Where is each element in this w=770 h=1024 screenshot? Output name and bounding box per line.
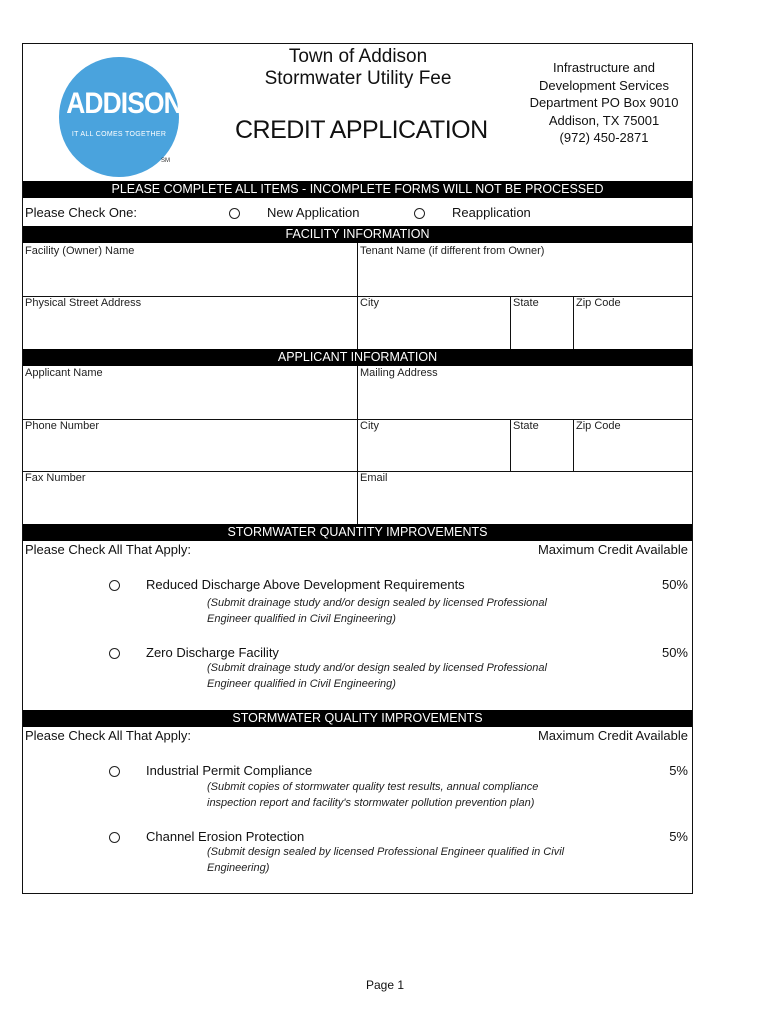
note-line: (Submit drainage study and/or design sealed by licensed Professional: [207, 662, 547, 674]
industrial-permit-label: Industrial Permit Compliance: [146, 763, 313, 778]
logo-tagline: IT ALL COMES TOGETHER: [71, 131, 167, 138]
dept-line-2: Development Services: [538, 77, 670, 93]
divider: [510, 419, 511, 471]
reapplication-label: Reapplication: [452, 205, 531, 220]
divider: [510, 296, 511, 349]
note-line: inspection report and facility's stormwater pollution prevention plan): [207, 796, 535, 809]
divider: [23, 471, 692, 472]
logo-text: ADDISON: [66, 87, 182, 120]
new-application-label: New Application: [267, 205, 360, 220]
phone-number-field[interactable]: Phone Number: [25, 420, 99, 432]
applicant-state-field[interactable]: State: [513, 420, 539, 432]
town-title: Town of Addison: [288, 46, 428, 67]
quality-max-credit-label: Maximum Credit Available: [537, 728, 688, 743]
email-field[interactable]: Email: [360, 472, 388, 484]
zero-discharge-credit: 50%: [661, 645, 688, 660]
divider: [573, 419, 574, 471]
reduced-discharge-credit: 50%: [661, 577, 688, 592]
applicant-city-field[interactable]: City: [360, 420, 379, 432]
check-one-label: Please Check One:: [25, 205, 138, 220]
industrial-permit-note: [207, 780, 607, 811]
mailing-address-field[interactable]: Mailing Address: [360, 367, 438, 379]
channel-erosion-note: [207, 845, 607, 876]
channel-erosion-credit: 5%: [669, 829, 688, 844]
dept-line-4: Addison, TX 75001: [548, 112, 660, 128]
facility-info-header: FACILITY INFORMATION: [23, 226, 692, 243]
reduced-discharge-radio[interactable]: [109, 580, 120, 591]
note-line: (Submit copies of stormwater quality test results, annual compliance: [207, 781, 539, 793]
zero-discharge-note: [207, 661, 587, 692]
quantity-check-all-label: Please Check All That Apply:: [25, 542, 191, 557]
channel-erosion-radio[interactable]: [109, 832, 120, 843]
street-address-field[interactable]: Physical Street Address: [25, 297, 142, 309]
dept-line-1: Infrastructure and: [553, 60, 655, 75]
note-line: Engineer qualified in Civil Engineering): [207, 677, 396, 690]
credit-application-form: [22, 43, 693, 894]
form-title: CREDIT APPLICATION: [235, 116, 488, 144]
industrial-permit-radio[interactable]: [109, 766, 120, 777]
note-line: (Submit design sealed by licensed Professional Engineer qualified in Civil: [207, 846, 565, 858]
tenant-name-field[interactable]: Tenant Name (if different from Owner): [360, 245, 545, 257]
new-application-radio[interactable]: [229, 208, 240, 219]
quantity-improvements-header: STORMWATER QUANTITY IMPROVEMENTS: [23, 524, 692, 541]
industrial-permit-credit: 5%: [669, 763, 688, 778]
divider: [573, 296, 574, 349]
reduced-discharge-label: Reduced Discharge Above Development Requirements: [146, 577, 465, 592]
facility-zip-field[interactable]: Zip Code: [576, 297, 621, 309]
dept-line-3: Department PO Box 9010: [529, 95, 679, 110]
note-line: (Submit drainage study and/or design sealed by licensed Professional: [207, 597, 547, 609]
logo-service-mark: SM: [161, 158, 170, 164]
facility-city-field[interactable]: City: [360, 297, 379, 309]
quantity-max-credit-label: Maximum Credit Available: [537, 542, 688, 557]
facility-state-field[interactable]: State: [513, 297, 539, 309]
zero-discharge-label: Zero Discharge Facility: [146, 645, 279, 660]
department-address: [523, 59, 685, 147]
reduced-discharge-note: [207, 596, 587, 627]
quality-improvements-header: STORMWATER QUALITY IMPROVEMENTS: [23, 710, 692, 727]
dept-line-5: (972) 450-2871: [559, 130, 649, 145]
applicant-zip-field[interactable]: Zip Code: [576, 420, 621, 432]
fax-number-field[interactable]: Fax Number: [25, 472, 86, 484]
fee-title: Stormwater Utility Fee: [264, 68, 452, 89]
applicant-info-header: APPLICANT INFORMATION: [23, 349, 692, 366]
divider: [357, 366, 358, 524]
channel-erosion-label: Channel Erosion Protection: [146, 829, 305, 844]
note-line: Engineering): [207, 861, 270, 874]
owner-name-field[interactable]: Facility (Owner) Name: [25, 245, 135, 257]
note-line: Engineer qualified in Civil Engineering): [207, 612, 396, 625]
quality-check-all-label: Please Check All That Apply:: [25, 728, 191, 743]
instructions-banner: PLEASE COMPLETE ALL ITEMS - INCOMPLETE FORMS WILL NOT BE PROCESSED: [23, 181, 692, 198]
reapplication-radio[interactable]: [414, 208, 425, 219]
applicant-name-field[interactable]: Applicant Name: [25, 367, 103, 379]
zero-discharge-radio[interactable]: [109, 648, 120, 659]
page-number: Page 1: [365, 978, 405, 992]
